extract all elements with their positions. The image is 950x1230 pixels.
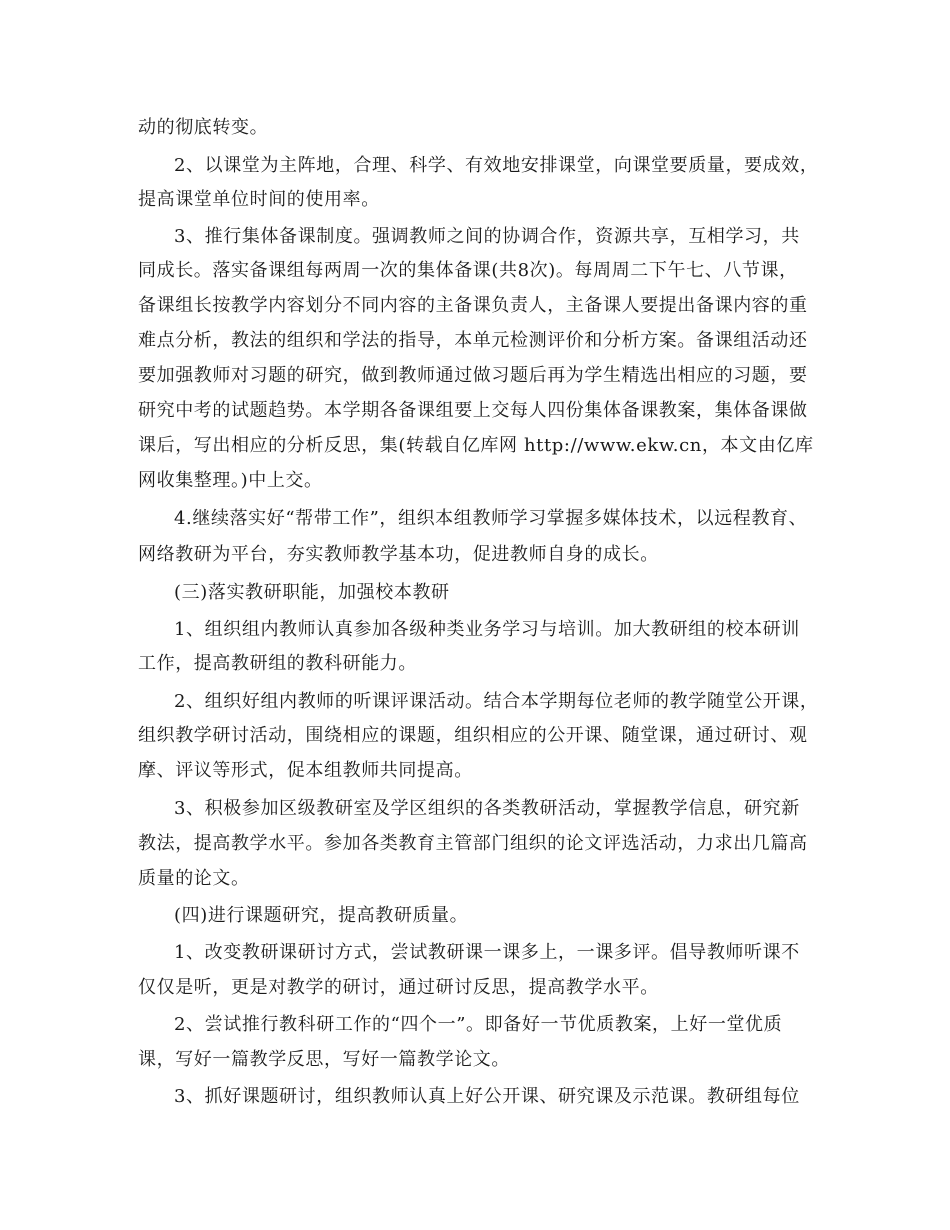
text-line: 提高课堂单位时间的使用率。 <box>138 189 380 210</box>
text-line: 研究中考的试题趋势。本学期各备课组要上交每人四份集体备课教案，集体备课做 <box>138 400 808 421</box>
text-line: 1、组织组内教师认真参加各级种类业务学习与培训。加大教研组的校本研训 <box>174 619 800 640</box>
text-line: 课后，写出相应的分析反思，集(转载自亿库网 http://www.ekw.cn，本文由亿库 <box>138 435 814 456</box>
text-line: 备课组长按教学内容划分不同内容的主备课负责人，主备课人要提出备课内容的重 <box>138 295 808 316</box>
text-line: 摩、评议等形式，促本组教师共同提高。 <box>138 760 473 781</box>
text-line: 动的彻底转变。 <box>138 117 269 138</box>
text-line: 4.继续落实好“帮带工作”，组织本组教师学习掌握多媒体技术，以远程教育、 <box>174 508 808 529</box>
text-line: 3、抓好课题研讨，组织教师认真上好公开课、研究课及示范课。教研组每位 <box>174 1086 800 1107</box>
text-line: 2、组织好组内教师的听课评课活动。结合本学期每位老师的教学随堂公开课， <box>174 691 819 712</box>
text-line: 工作，提高教研组的教科研能力。 <box>138 653 417 674</box>
text-line: 质量的论文。 <box>138 868 250 889</box>
text-line: 3、推行集体备课制度。强调教师之间的协调合作，资源共享，互相学习，共 <box>174 226 800 247</box>
text-line: 同成长。落实备课组每两周一次的集体备课(共8次)。每周周二下午七、八节课， <box>138 260 798 281</box>
text-line: 仅仅是听，更是对教学的研讨，通过研讨反思，提高教学水平。 <box>138 977 659 998</box>
text-line: 要加强教师对习题的研究，做到教师通过做习题后再为学生精选出相应的习题，要 <box>138 365 808 386</box>
section-heading: (三)落实教研职能，加强校本教研 <box>174 582 450 603</box>
text-line: 组织教学研讨活动，围绕相应的课题，组织相应的公开课、随堂课，通过研讨、观 <box>138 725 808 746</box>
text-line: 网络教研为平台，夯实教师教学基本功，促进教师自身的成长。 <box>138 544 659 565</box>
text-line: 2、以课堂为主阵地，合理、科学、有效地安排课堂，向课堂要质量，要成效， <box>174 155 819 176</box>
text-line: 教法，提高教学水平。参加各类教育主管部门组织的论文评选活动，力求出几篇高 <box>138 833 808 854</box>
text-line: 3、积极参加区级教研室及学区组织的各类教研活动，掌握教学信息，研究新 <box>174 798 800 819</box>
text-line: 课，写好一篇教学反思，写好一篇教学论文。 <box>138 1049 510 1070</box>
section-heading: (四)进行课题研究，提高教研质量。 <box>174 905 469 926</box>
text-line: 难点分析，教法的组织和学法的指导，本单元检测评价和分析方案。备课组活动还 <box>138 330 808 351</box>
text-line: 2、尝试推行教科研工作的“四个一”。即备好一节优质教案，上好一堂优质 <box>174 1014 783 1035</box>
text-line: 网收集整理。)中上交。 <box>138 470 323 491</box>
text-line: 1、改变教研课研讨方式，尝试教研课一课多上，一课多评。倡导教师听课不 <box>174 942 800 963</box>
